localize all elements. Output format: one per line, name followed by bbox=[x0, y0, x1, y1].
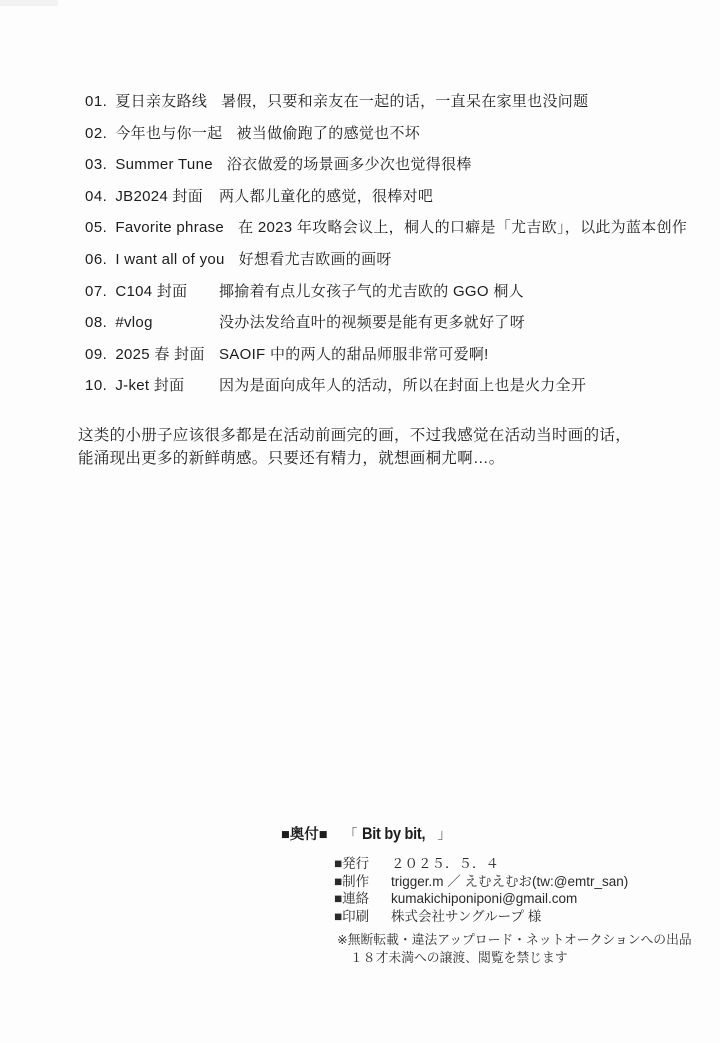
artwork-title: #vlog bbox=[115, 314, 153, 332]
artwork-commentary-row bbox=[85, 280, 687, 312]
artwork-comment: 被当做偷跑了的感觉也不坏 bbox=[236, 124, 421, 142]
artwork-commentary-list bbox=[85, 90, 687, 406]
artwork-commentary-row bbox=[85, 122, 687, 154]
artwork-title: 2025 春 封面 bbox=[115, 345, 205, 363]
legal-notice bbox=[337, 931, 692, 967]
artwork-title-group bbox=[85, 343, 205, 364]
artwork-title-group bbox=[85, 314, 205, 331]
colophon-row-value: ２０２５．５．４ bbox=[391, 856, 499, 871]
colophon-row-label: ■制作 bbox=[334, 873, 370, 889]
colophon-row bbox=[334, 887, 628, 905]
artwork-title-group bbox=[85, 90, 207, 111]
artwork-title-group bbox=[85, 219, 224, 236]
afterword-line-2: 能涌现出更多的新鲜萌感。只要还有精力，就想画桐尤啊…。 bbox=[78, 450, 505, 467]
legal-notice-line-1: ※無断転載・違法アップロード・ネットオークションへの出品 bbox=[337, 932, 692, 947]
artwork-comment: 暑假，只要和亲友在一起的话，一直呆在家里也没问题 bbox=[221, 93, 589, 110]
artwork-title: Summer Tune bbox=[115, 156, 213, 174]
artwork-title-group bbox=[85, 185, 205, 206]
colophon-row-label: ■印刷 bbox=[334, 908, 370, 924]
artwork-commentary-row bbox=[85, 343, 687, 375]
artwork-commentary-row bbox=[85, 153, 687, 185]
artwork-comment: SAOIF 中的两人的甜品师服非常可爱啊! bbox=[219, 345, 489, 363]
okuzuke-label: ■奥付■ bbox=[281, 827, 328, 843]
artwork-title: Favorite phrase bbox=[115, 219, 225, 237]
artwork-comment: 没办法发给直叶的视频要是能有更多就好了呀 bbox=[219, 314, 526, 332]
colophon-row-label: ■連絡 bbox=[334, 891, 370, 907]
artwork-number: 05. bbox=[85, 219, 108, 237]
artwork-comment: 两人都儿童化的感觉，很棒对吧 bbox=[219, 187, 434, 205]
artwork-commentary-row bbox=[85, 90, 687, 122]
artwork-commentary-row bbox=[85, 311, 687, 343]
book-title-quote-close: 」 bbox=[437, 826, 452, 842]
artwork-title-group bbox=[85, 280, 205, 301]
colophon-header bbox=[281, 823, 451, 844]
colophon-row-value: 株式会社サングループ 様 bbox=[391, 908, 542, 924]
artwork-number: 02. bbox=[85, 124, 108, 142]
colophon-row bbox=[334, 852, 628, 870]
artwork-commentary-row bbox=[85, 185, 687, 217]
artwork-comment: 揶揄着有点儿女孩子气的尤吉欧的 GGO 桐人 bbox=[219, 282, 524, 300]
afterword-line-1: 这类的小册子应该很多都是在活动前画完的画，不过我感觉在活动当时画的话， bbox=[78, 427, 632, 444]
artwork-commentary-row bbox=[85, 374, 687, 406]
colophon-row-value: kumakichiponiponi@gmail.com bbox=[391, 891, 578, 907]
artwork-number: 03. bbox=[85, 156, 108, 174]
scan-edge-artifact bbox=[0, 0, 58, 6]
colophon-info-list bbox=[334, 852, 628, 922]
book-title-quote-open: 「 bbox=[343, 826, 358, 842]
artwork-number: 09. bbox=[85, 345, 108, 363]
artwork-title-group bbox=[85, 251, 225, 268]
afterword-paragraph bbox=[78, 424, 631, 470]
artwork-comment: 在 2023 年攻略会议上，桐人的口癖是「尤吉欧」，以此为蓝本创作 bbox=[238, 219, 688, 237]
artwork-comment: 因为是面向成年人的活动，所以在封面上也是火力全开 bbox=[219, 377, 587, 395]
artwork-commentary-row bbox=[85, 248, 687, 280]
artwork-title: I want all of you bbox=[115, 250, 225, 268]
artwork-title-group bbox=[85, 122, 222, 143]
artwork-title: 今年也与你一起 bbox=[115, 124, 223, 142]
artwork-title: 夏日亲友路线 bbox=[115, 93, 208, 110]
artwork-number: 01. bbox=[85, 93, 108, 110]
artwork-title: JB2024 封面 bbox=[115, 187, 204, 205]
colophon-row-value: trigger.m ／ えむえむお(tw:@emtr_san) bbox=[391, 873, 629, 889]
colophon-row bbox=[334, 905, 628, 923]
artwork-title-group bbox=[85, 374, 205, 395]
artwork-title-group bbox=[85, 156, 213, 173]
artwork-comment: 好想看尤吉欧画的画呀 bbox=[238, 250, 392, 268]
artwork-commentary-row bbox=[85, 216, 687, 248]
artwork-number: 07. bbox=[85, 282, 108, 300]
colophon-row-label: ■発行 bbox=[334, 856, 370, 871]
colophon-row bbox=[334, 870, 628, 888]
artwork-number: 06. bbox=[85, 250, 108, 268]
legal-notice-line-2: １８才未満への譲渡、閲覧を禁じます bbox=[350, 950, 568, 965]
artwork-title: C104 封面 bbox=[115, 282, 188, 300]
artwork-number: 10. bbox=[85, 377, 108, 395]
book-title: Bit by bit, bbox=[361, 825, 425, 843]
artwork-number: 04. bbox=[85, 187, 108, 205]
artwork-title: J-ket 封面 bbox=[115, 377, 185, 395]
artwork-comment: 浴衣做爱的场景画多少次也觉得很棒 bbox=[226, 156, 472, 174]
artwork-number: 08. bbox=[85, 314, 108, 332]
